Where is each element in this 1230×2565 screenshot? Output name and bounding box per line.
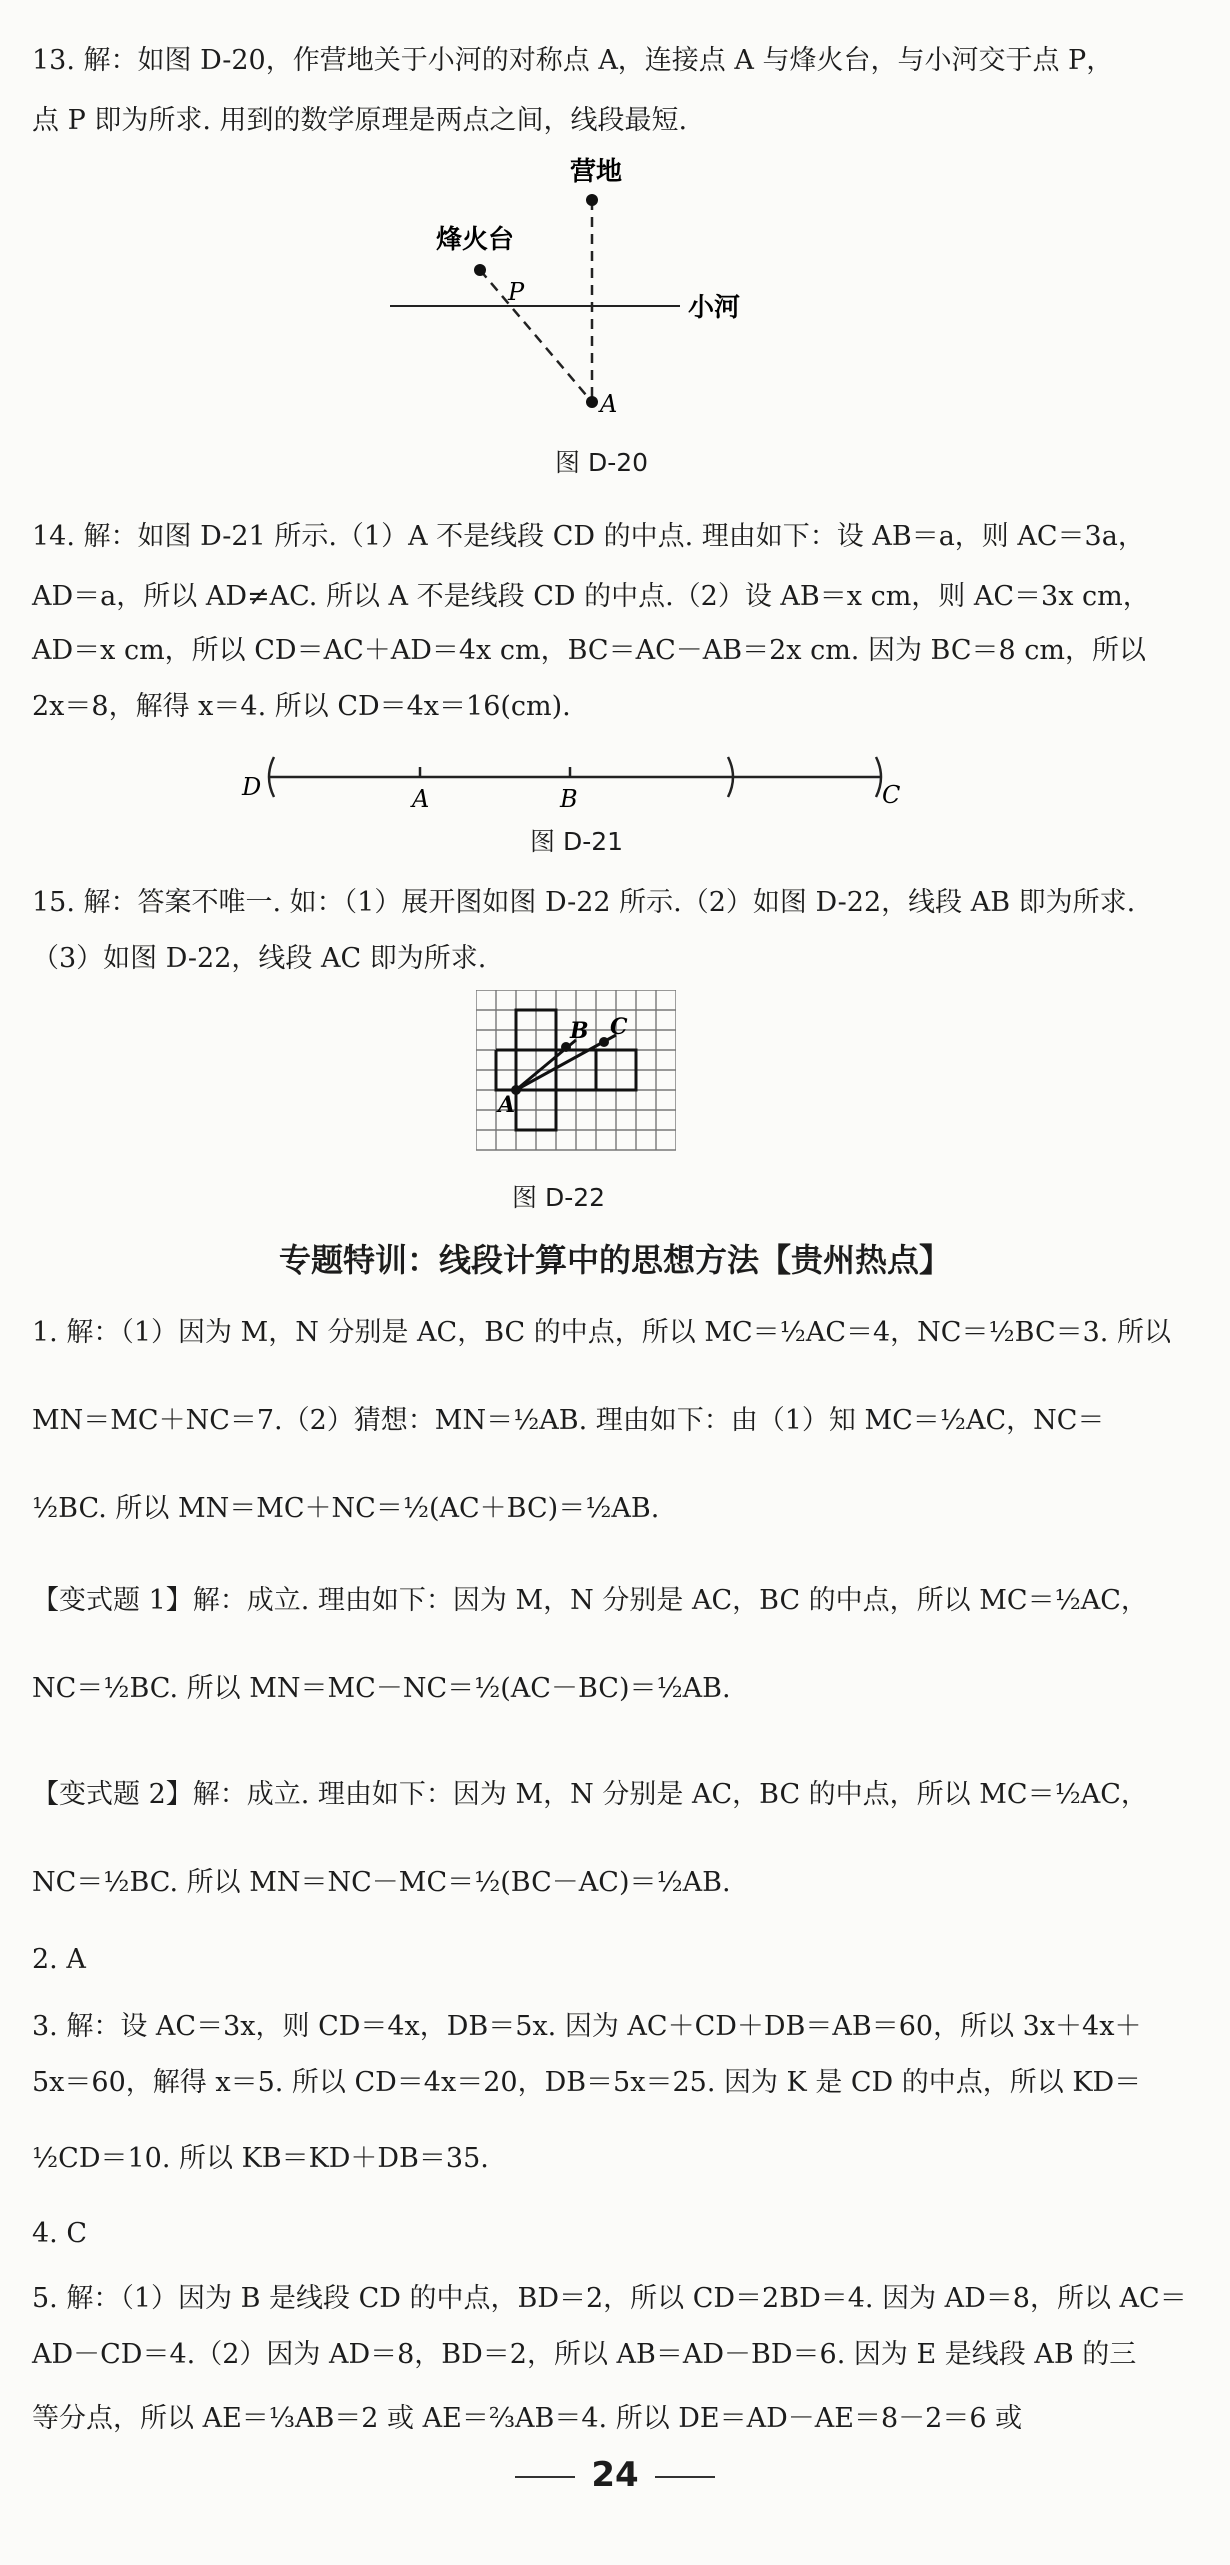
left-dash — [515, 2476, 575, 2478]
p5-line-1: 5. 解：（1）因为 B 是线段 CD 的中点，BD＝2，所以 CD＝2BD＝4. 因为 AD＝8，所以 AC＝ — [32, 2283, 1187, 2314]
v2-line-1: 【变式题 2】解：成立. 理由如下：因为 M，N 分别是 AC，BC 的中点，所以 MC＝½AC， — [32, 1779, 1148, 1810]
beacon-label: 烽火台 — [436, 225, 515, 255]
v2-line-2: NC＝½BC. 所以 MN＝NC－MC＝½(BC－AC)＝½AB. — [32, 1867, 731, 1898]
figure-d22 — [476, 990, 676, 1160]
a-label: A — [412, 785, 430, 813]
a-label: A — [600, 390, 618, 418]
p5-line-2: AD－CD＝4.（2）因为 AD＝8，BD＝2，所以 AB＝AD－BD＝6. 因为 E 是线段 AB 的三 — [32, 2339, 1137, 2370]
page-number: 24 — [591, 2455, 639, 2495]
q13-line-2: 点 P 即为所求. 用到的数学原理是两点之间，线段最短. — [32, 105, 688, 136]
q15-line-2: （3）如图 D-22，线段 AC 即为所求. — [32, 943, 487, 974]
river-label: 小河 — [688, 293, 741, 323]
p3-line-2: 5x＝60，解得 x＝5. 所以 CD＝4x＝20，DB＝5x＝25. 因为 K 是 CD 的中点，所以 KD＝ — [32, 2067, 1142, 2098]
grid-lines — [476, 990, 676, 1150]
page-number-row — [0, 2455, 1230, 2495]
camp-point — [586, 194, 598, 206]
p4-answer: 4. C — [32, 2218, 88, 2249]
camp-label: 营地 — [570, 157, 623, 187]
b-label: B — [570, 1018, 589, 1044]
c-point — [599, 1037, 609, 1047]
q14-line-4: 2x＝8，解得 x＝4. 所以 CD＝4x＝16(cm). — [32, 691, 571, 722]
q14-line-2: AD＝a，所以 AD≠AC. 所以 A 不是线段 CD 的中点.（2）设 AB＝x cm，则 AC＝3x cm， — [32, 581, 1150, 612]
p5-line-3: 等分点，所以 AE＝⅓AB＝2 或 AE＝⅔AB＝4. 所以 DE＝AD－AE＝8－2＝6 或 — [32, 2403, 1023, 2434]
c-label: C — [610, 1014, 628, 1040]
v1-line-2: NC＝½BC. 所以 MN＝MC－NC＝½(AC－BC)＝½AB. — [32, 1673, 731, 1704]
q15-line-1: 15. 解：答案不唯一. 如：（1）展开图如图 D-22 所示.（2）如图 D-22，线段 AB 即为所求. — [32, 887, 1136, 918]
figure-d20-caption: 图 D-20 — [555, 448, 649, 477]
right-dash — [655, 2476, 715, 2478]
p1-line-1: 1. 解：（1）因为 M，N 分别是 AC，BC 的中点，所以 MC＝½AC＝4，NC＝½BC＝3. 所以 — [32, 1317, 1171, 1348]
q14-line-1: 14. 解：如图 D-21 所示.（1）A 不是线段 CD 的中点. 理由如下：设 AB＝a，则 AC＝3a， — [32, 521, 1145, 552]
beacon-point — [474, 264, 486, 276]
p3-line-3: ½CD＝10. 所以 KB＝KD＋DB＝35. — [32, 2143, 489, 2174]
v1-line-1: 【变式题 1】解：成立. 理由如下：因为 M，N 分别是 AC，BC 的中点，所以 MC＝½AC， — [32, 1585, 1148, 1616]
p1-line-3: ½BC. 所以 MN＝MC＋NC＝½(AC＋BC)＝½AB. — [32, 1493, 660, 1524]
figure-d21 — [230, 735, 930, 825]
figure-d22-caption: 图 D-22 — [512, 1183, 606, 1212]
beacon-to-a-dashed — [480, 270, 592, 402]
figure-d21-caption: 图 D-21 — [530, 827, 624, 856]
p2-answer: 2. A — [32, 1944, 86, 1975]
p1-line-2: MN＝MC＋NC＝7.（2）猜想：MN＝½AB. 理由如下：由（1）知 MC＝½AC，NC＝ — [32, 1405, 1105, 1436]
d-label: D — [242, 773, 262, 801]
q13-line-1: 13. 解：如图 D-20，作营地关于小河的对称点 A，连接点 A 与烽火台，与小河交于点 P， — [32, 45, 1114, 76]
p3-line-1: 3. 解：设 AC＝3x，则 CD＝4x，DB＝5x. 因为 AC＋CD＋DB＝AB＝60，所以 3x＋4x＋ — [32, 2011, 1142, 2042]
p-label: P — [508, 278, 525, 306]
a-point — [586, 396, 598, 408]
a-label: A — [498, 1092, 516, 1118]
q14-line-3: AD＝x cm，所以 CD＝AC＋AD＝4x cm，BC＝AC－AB＝2x cm. 因为 BC＝8 cm，所以 — [32, 635, 1147, 666]
section-title: 专题特训：线段计算中的思想方法【贵州热点】 — [278, 1241, 951, 1279]
figure-d20 — [370, 150, 790, 430]
c-label: C — [882, 781, 901, 809]
b-label: B — [560, 785, 578, 813]
